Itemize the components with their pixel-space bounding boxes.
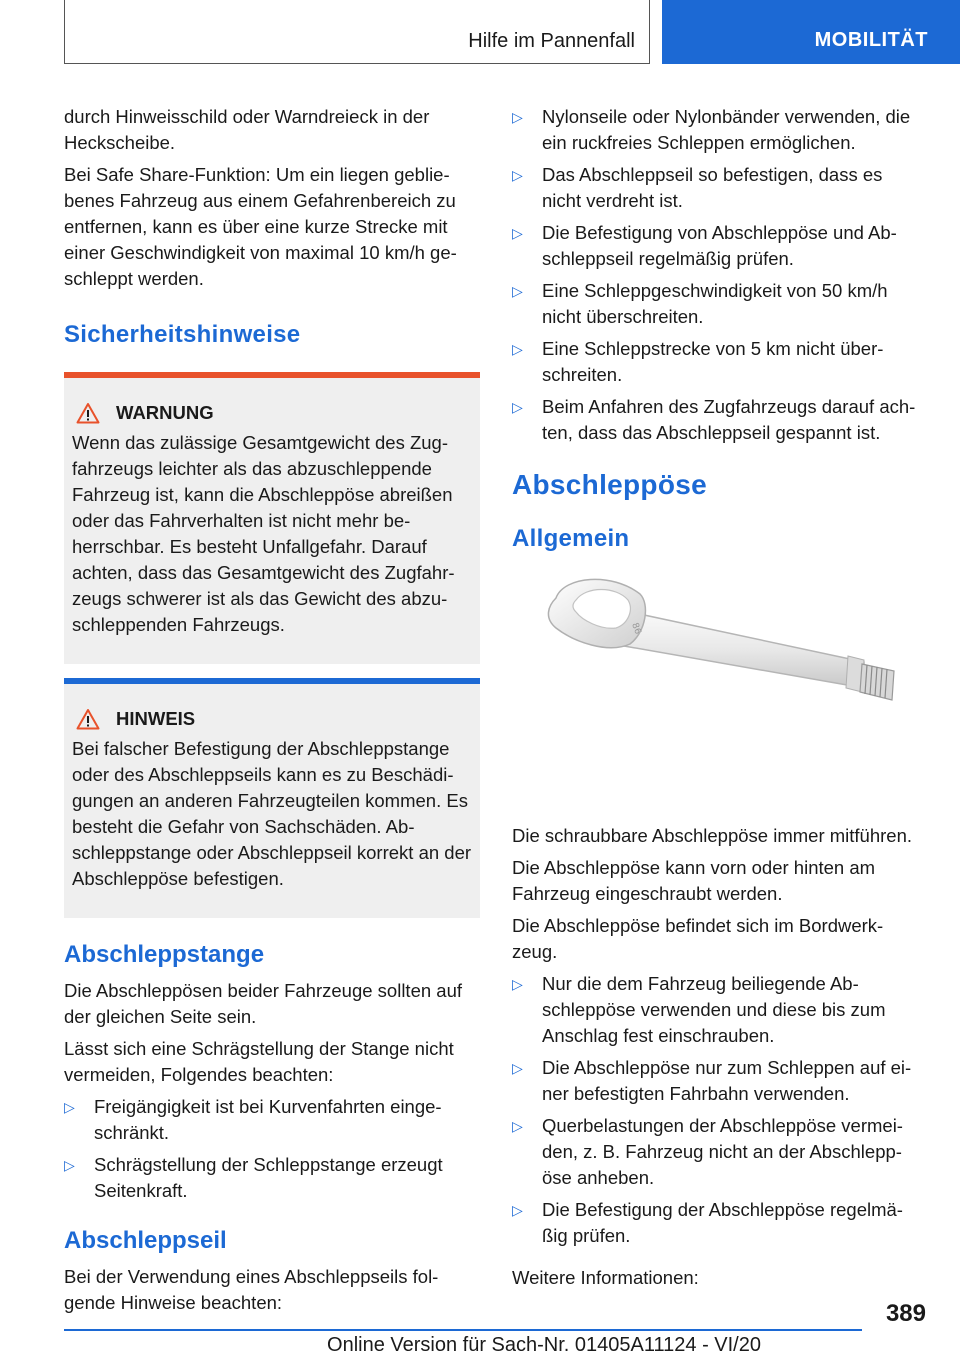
- list-item: [512, 971, 926, 1049]
- triangle-bullet-icon: ▷: [512, 976, 523, 992]
- warning-title-row: [72, 400, 472, 426]
- header-section-title: Hilfe im Pannenfall: [468, 30, 635, 52]
- seil-heading: Abschleppseil: [64, 1227, 227, 1254]
- list-item-text: Nur die dem Fahrzeug beiliegende Ab-schleppöse verwenden und diese bis zum Anschlag fest einschrauben.: [542, 973, 886, 1046]
- triangle-bullet-icon: ▷: [512, 1202, 523, 1218]
- safety-heading: Sicherheitshinweise: [64, 321, 301, 348]
- allgemein-heading: Allgemein: [512, 525, 630, 552]
- oese-paragraph-3: Die Abschleppöse befindet sich im Bordwerk-zeug.: [512, 915, 884, 962]
- seil-paragraph-1: Bei der Verwendung eines Abschleppseils fol-gende Hinweise beachten:: [64, 1266, 439, 1313]
- oese-paragraph-2: Die Abschleppöse kann vorn oder hinten am Fahrzeug eingeschraubt werden.: [512, 857, 876, 904]
- warning-box: [64, 372, 480, 664]
- list-item: [64, 1094, 480, 1146]
- left-column: [64, 104, 480, 1322]
- header-chapter-label: MOBILITÄT: [814, 29, 928, 51]
- footer-divider: [64, 1329, 862, 1331]
- stange-heading: Abschleppstange: [64, 941, 265, 968]
- triangle-bullet-icon: ▷: [512, 109, 523, 125]
- intro-paragraph-1: durch Hinweisschild oder Warndreieck in der Heckscheibe.: [64, 106, 430, 153]
- header-underline: [64, 63, 650, 64]
- triangle-bullet-icon: ▷: [64, 1157, 75, 1173]
- list-item-text: Die Befestigung der Abschleppöse regelmä-ßig prüfen.: [542, 1199, 903, 1246]
- stange-paragraph-2: Lässt sich eine Schrägstellung der Stange nicht vermeiden, Folgendes beachten:: [64, 1038, 454, 1085]
- note-triangle-icon: [76, 708, 100, 730]
- note-title-row: [72, 706, 472, 732]
- triangle-bullet-icon: ▷: [512, 225, 523, 241]
- tow-eye-image: [512, 570, 926, 802]
- triangle-bullet-icon: ▷: [512, 283, 523, 299]
- triangle-bullet-icon: ▷: [64, 1099, 75, 1115]
- triangle-bullet-icon: ▷: [512, 399, 523, 415]
- list-item: [512, 1113, 926, 1191]
- header-divider-left: [64, 0, 65, 64]
- list-item-text: Nylonseile oder Nylonbänder verwenden, die ein ruckfreies Schleppen ermöglichen.: [542, 106, 911, 153]
- list-item-text: Das Abschleppseil so befestigen, dass es nicht verdreht ist.: [542, 164, 883, 211]
- triangle-bullet-icon: ▷: [512, 1060, 523, 1076]
- warning-triangle-icon: [76, 402, 100, 424]
- seil-list: [512, 104, 926, 446]
- note-box: [64, 678, 480, 918]
- list-item: [512, 162, 926, 214]
- right-column: [512, 104, 926, 1297]
- oese-list: [512, 971, 926, 1249]
- list-item: [512, 1055, 926, 1107]
- intro-paragraph-2: Bei Safe Share-Funktion: Um ein liegen geblie-benes Fahrzeug aus einem Gefahrenbereich zu entfernen, kann es über eine kurze Strecke mit einer Geschwindigkeit von maximal 10 km/h ge-schleppt werden.: [64, 164, 457, 289]
- list-item-text: Die Befestigung von Abschleppöse und Ab-schleppseil regelmäßig prüfen.: [542, 222, 897, 269]
- list-item: [512, 278, 926, 330]
- footer-online-version[interactable]: Online Version für Sach-Nr. 01405A11124 - VI/20: [327, 1334, 761, 1356]
- svg-text:86: 86: [629, 621, 643, 636]
- list-item: [512, 336, 926, 388]
- list-item-text: Eine Schleppgeschwindigkeit von 50 km/h nicht überschreiten.: [542, 280, 888, 327]
- note-text: Bei falscher Befestigung der Abschleppstange oder des Abschleppseils kann es zu Beschädi-gungen an anderen Fahrzeugteilen kommen. Es besteht die Gefahr von Sachschäden. Ab-schleppstange oder Abschleppseil korrekt an der Abschleppöse befestigen.: [72, 738, 472, 889]
- list-item-text: Querbelastungen der Abschleppöse vermei-den, z. B. Fahrzeug nicht an der Abschlepp-öse anheben.: [542, 1115, 903, 1188]
- warning-title: WARNUNG: [116, 402, 214, 423]
- list-item-text: Freigängigkeit ist bei Kurvenfahrten einge-schränkt.: [94, 1096, 442, 1143]
- oese-paragraph-1: Die schraubbare Abschleppöse immer mitführen.: [512, 825, 912, 846]
- list-item: [64, 1152, 480, 1204]
- page-number: 389: [885, 1300, 926, 1327]
- triangle-bullet-icon: ▷: [512, 167, 523, 183]
- list-item-text: Beim Anfahren des Zugfahrzeugs darauf ach-ten, dass das Abschleppseil gespannt ist.: [542, 396, 916, 443]
- header-divider-right: [649, 0, 650, 64]
- list-item: [512, 104, 926, 156]
- header-chapter-tab[interactable]: [662, 0, 960, 64]
- more-info-text: Weitere Informationen:: [512, 1267, 699, 1288]
- list-item-text: Die Abschleppöse nur zum Schleppen auf ei-ner befestigten Fahrbahn verwenden.: [542, 1057, 912, 1104]
- note-title: HINWEIS: [116, 708, 196, 729]
- list-item-text: Schrägstellung der Schleppstange erzeugt Seitenkraft.: [94, 1154, 443, 1201]
- list-item-text: Eine Schleppstrecke von 5 km nicht über-schreiten.: [542, 338, 884, 385]
- triangle-bullet-icon: ▷: [512, 341, 523, 357]
- list-item: [512, 1197, 926, 1249]
- stange-list: [64, 1094, 480, 1204]
- list-item: [512, 220, 926, 272]
- oese-heading: Abschleppöse: [512, 469, 707, 500]
- triangle-bullet-icon: ▷: [512, 1118, 523, 1134]
- warning-text: Wenn das zulässige Gesamtgewicht des Zug-fahrzeugs leichter als das abzuschleppende Fahrzeug ist, kann die Abschleppöse abreißen oder das Fahrverhalten ist nicht mehr be-herrschbar. Es besteht Unfallgefahr. Darauf achten, dass das Gesamtgewicht des Zugfahr-zeugs schwerer ist als das Gewicht des abzu-schleppenden Fahrzeugs.: [72, 432, 455, 635]
- stange-paragraph-1: Die Abschleppösen beider Fahrzeuge sollten auf der gleichen Seite sein.: [64, 980, 463, 1027]
- list-item: [512, 394, 926, 446]
